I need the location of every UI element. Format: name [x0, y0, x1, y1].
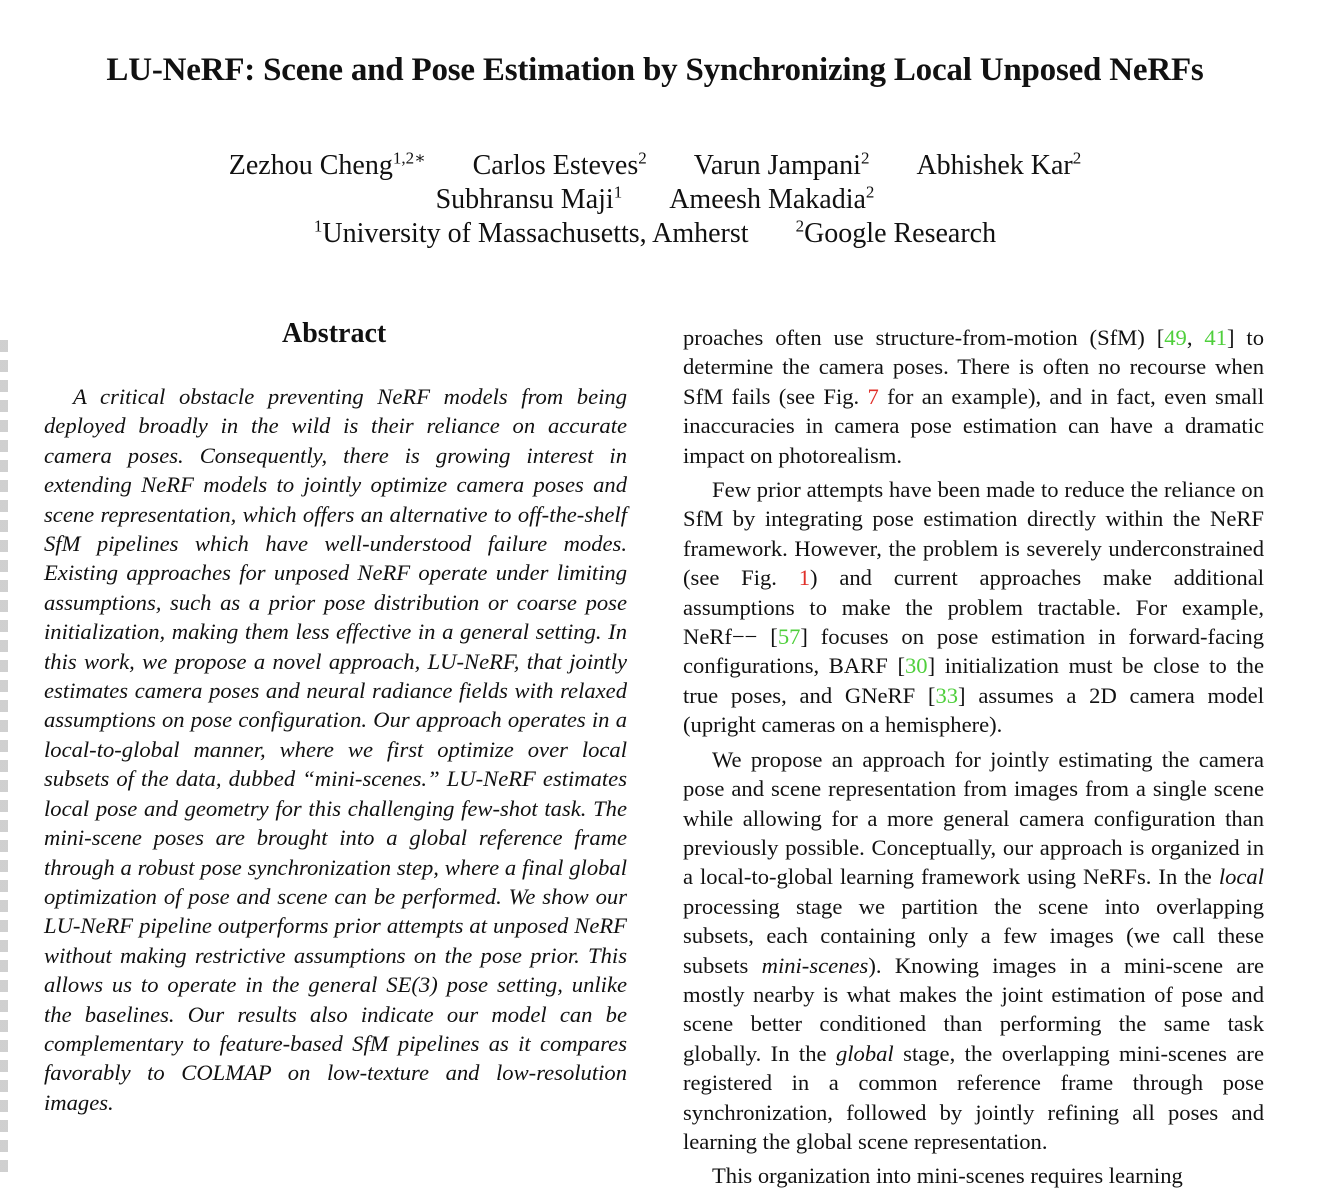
figure-ref-link[interactable]: 7 [867, 383, 879, 409]
citation-link[interactable]: 33 [935, 682, 959, 708]
author-line [0, 150, 1310, 182]
intro-paragraph: Few prior attempts have been made to reduce the reliance on SfM by integrating pose estimation directly within the NeRF framework. However, the problem is severely underconstrained (see Fig. 1) and current approaches make additional assumptions to make the problem tractable. For example, NeRf−− [57] focuses on pose estimation in forward-facing configurations, BARF [30] initialization must be close to the true poses, and GNeRF [33] assumes a 2D camera model (upright cameras on a hemisphere). [683, 477, 1264, 738]
author: Ameesh Makadia$^2$ [669, 182, 875, 215]
citation-link[interactable]: 57 [777, 624, 801, 650]
author: Zezhou Cheng$^{1,2∗}$ [228, 148, 426, 181]
author: Abhishek Kar$^2$ [916, 148, 1082, 181]
affiliation: $^2$Google Research [795, 216, 997, 249]
author: Varun Jampani$^2$ [693, 148, 870, 181]
citation-link[interactable]: 41 [1204, 325, 1227, 350]
intro-paragraph: This organization into mini-scenes requires learning [712, 1163, 1183, 1189]
paper-title: LU-NeRF: Scene and Pose Estimation by Synchronizing Local Unposed NeRFs [106, 52, 1204, 88]
arxiv-margin-stamp [0, 340, 8, 1180]
author: Subhransu Maji$^1$ [435, 182, 623, 215]
abstract-text: A critical obstacle preventing NeRF models from being deployed broadly in the wild is their reliance on accurate camera poses. Consequently, there is growing interest in extending NeRF models to jointly optimize camera poses and scene representation, which offers an alternative to off-the-shelf SfM pipelines which have well-understood failure modes. Existing approaches for unposed NeRF operate under limiting assumptions, such as a prior pose distribution or coarse pose initialization, making them less effective in a general setting. In this work, we propose a novel approach, LU-NeRF, that jointly estimates camera poses and neural radiance fields with relaxed assumptions on pose configuration. Our approach operates in a local-to-global manner, where we first optimize over local subsets of the data, dubbed “mini-scenes.” LU-NeRF estimates local pose and geometry for this challenging few-shot task. The mini-scene poses are brought into a global reference frame through a robust pose synchronization step, where a final global optimization of pose and scene can be performed. We show our LU-NeRF pipeline outperforms prior attempts at unposed NeRF without making restrictive assumptions on the pose prior. This allows us to operate in the general SE(3) pose setting, unlike the baselines. Our results also indicate our model can be complementary to feature-based SfM pipelines as it compares favorably to COLMAP on low-texture and low-resolution images. [44, 384, 627, 1115]
affiliation: $^1$University of Massachusetts, Amherst [313, 216, 749, 249]
figure-ref-link[interactable]: 1 [798, 565, 811, 591]
citation-link[interactable]: 49 [1164, 325, 1187, 350]
author-line [0, 184, 1310, 216]
affiliation-line [0, 218, 1310, 250]
intro-column [683, 323, 1264, 1196]
intro-paragraph: proaches often use structure-from-motion (SfM) [49, 41] to determine the camera poses. There is often no recourse when SfM fails (see Fig. 7 for an example), and in fact, even small inaccuracies in camera pose estimation can have a dramatic impact on photorealism. [683, 325, 1265, 468]
abstract-column [44, 382, 627, 1122]
intro-paragraph: We propose an approach for jointly estimating the camera pose and scene representation from images from a single scene while allowing for a more general camera configuration than previously possible. Conceptually, our approach is organized in a local-to-global learning framework using NeRFs. In the local processing stage we partition the scene into overlapping subsets, each containing only a few images (we call these subsets mini-scenes). Knowing images in a mini-scene are mostly nearby is what makes the joint estimation of pose and scene better conditioned than performing the same task globally. In the global stage, the overlapping mini-scenes are registered in a common reference frame through pose synchronization, followed by jointly refining all poses and learning the global scene representation. [683, 746, 1264, 1154]
citation-link[interactable]: 30 [904, 653, 928, 679]
author: Carlos Esteves$^2$ [472, 148, 647, 181]
abstract-heading: Abstract [282, 318, 387, 349]
